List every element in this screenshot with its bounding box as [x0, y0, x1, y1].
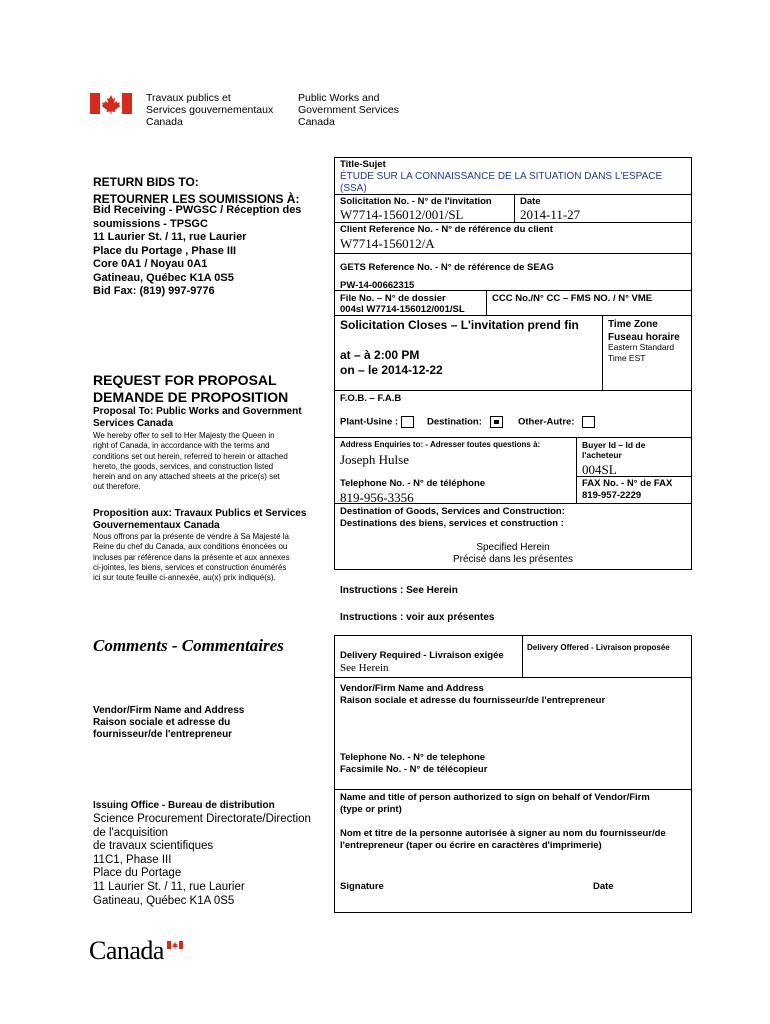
plant-option[interactable]: Plant-Usine :	[340, 416, 414, 428]
vendor-label: Vendor/Firm Name and Address Raison sociale et adresse du fournisseur/de l'entrepreneur	[93, 705, 245, 740]
canada-flag-icon	[90, 93, 132, 114]
ccc-label: CCC No./N° CC – FMS NO. / N° VME	[492, 293, 653, 304]
fax-label: FAX No. - N° de FAX	[582, 478, 673, 489]
closes-on: on – le 2014-12-22	[340, 363, 443, 377]
other-checkbox[interactable]	[582, 416, 595, 428]
date-value: 2014-11-27	[520, 207, 581, 222]
client-ref-value: W7714-156012/A	[340, 236, 435, 251]
department-name-en: Public Works and Government Services Canada	[298, 92, 399, 128]
comments-title: Comments - Commentaires	[93, 636, 284, 655]
destination-checkbox[interactable]	[490, 416, 503, 428]
address-enquiries-value: Joseph Hulse	[340, 452, 409, 467]
title-value: ÉTUDE SUR LA CONNAISSANCE DE LA SITUATION DANS L'ESPACE (SSA)	[340, 171, 663, 194]
return-bids-title: RETURN BIDS TO:	[93, 175, 199, 189]
vendor-phone-label: Telephone No. - N° de telephone Facsimile No. - N° de télécopieur	[340, 752, 488, 775]
issuing-office-address: Science Procurement Directorate/Direction de l'acquisition de travaux scientifiques 11C1, Phase III Place du Portage 11 Laurier St. / 11, rue Laurier Gatineau, Québec K1A 0S5	[93, 813, 311, 907]
client-ref-label: Client Reference No. - N° de référence du client	[340, 224, 553, 235]
fob-label: F.O.B. – F.A.B	[340, 393, 402, 404]
closes-at: at – à 2:00 PM	[340, 348, 420, 362]
proposal-text-en: We hereby offer to sell to Her Majesty the Queen in right of Canada, in accordance with the terms and conditions set out herein, referred to herein or attached hereto, the goods, services, and construction listed herein and on any attached sheets at the price(s) set out therefore.	[93, 431, 288, 492]
return-bids-block	[93, 174, 299, 208]
file-label: File No. – N° de dossier	[340, 293, 446, 304]
specified-herein: Specified Herein Précisé dans les présentes	[452, 542, 574, 565]
destination-option[interactable]: Destination:	[427, 416, 503, 428]
solicitation-value: W7714-156012/001/SL	[340, 207, 464, 222]
instructions-en: Instructions : See Herein	[340, 585, 458, 596]
timezone-value: Eastern Standard Time EST	[608, 342, 675, 363]
canada-wordmark: Canada	[89, 936, 164, 965]
vendor-name-label: Vendor/Firm Name and Address Raison sociale et adresse du fournisseur/de l'entrepreneur	[340, 683, 606, 706]
date-label: Date	[520, 196, 541, 207]
other-option[interactable]: Other-Autre:	[518, 416, 595, 428]
authorized-person-label: Name and title of person authorized to sign on behalf of Vendor/Firm (type or print)	[340, 792, 650, 815]
signature-date-label: Date	[593, 881, 614, 892]
department-name-fr: Travaux publics et Services gouvernementaux Canada	[146, 92, 274, 128]
telephone-value: 819-956-3356	[340, 490, 414, 505]
plant-checkbox[interactable]	[401, 416, 414, 428]
closes-title: Solicitation Closes – L'invitation prend fin	[340, 318, 579, 332]
title-label: Title-Sujet	[340, 159, 386, 170]
return-bids-title-fr: RETOURNER LES SOUMISSIONS À:	[93, 192, 300, 206]
delivery-offered-label: Delivery Offered - Livraison proposée	[527, 643, 670, 652]
issuing-office-title: Issuing Office - Bureau de distribution	[93, 800, 275, 811]
address-enquiries-label: Address Enquiries to: - Adresser toutes questions à:	[340, 440, 541, 449]
solicitation-label: Solicitation No. - N° de l'invitation	[340, 196, 492, 207]
buyer-id-value: 004SL	[582, 462, 617, 477]
authorized-person-label-fr: Nom et titre de la personne autorisée à signer au nom du fournisseur/de l'entrepreneur (taper ou écrire en caractères d'imprimerie)	[340, 828, 666, 851]
proposal-to: Proposal To: Public Works and Government Services Canada	[93, 406, 302, 429]
proposal-text-fr: Nous offrons par la présente de vendre à Sa Majesté la Reine du chef du Canada, aux conditions énoncées ou incluses par référence dans la présente et aux annexes ci-jointes, les biens, services et construction énumérés ici sur toute feuille ci-annexée, au(x) prix indiqué(s).	[93, 532, 290, 583]
rfp-title: REQUEST FOR PROPOSAL DEMANDE DE PROPOSITION	[93, 372, 289, 405]
gets-label: GETS Reference No. - N° de référence de SEAG	[340, 262, 554, 273]
delivery-required-value: See Herein	[340, 662, 389, 674]
buyer-id-label: Buyer Id – Id de l'acheteur	[582, 440, 646, 460]
signature-label: Signature	[340, 881, 384, 892]
gets-value: PW-14-00662315	[340, 280, 415, 291]
timezone-label: Time Zone Fuseau horaire	[608, 319, 680, 343]
telephone-label: Telephone No. - N° de téléphone	[340, 478, 486, 489]
file-value: 004sl W7714-156012/001/SL	[340, 304, 465, 315]
fax-value: 819-957-2229	[582, 490, 642, 501]
wordmark-flag-icon	[167, 941, 183, 949]
return-bids-address: Bid Receiving - PWGSC / Réception des soumissions - TPSGC 11 Laurier St. / 11, rue Laurier Place du Portage , Phase III Core 0A1 / Noyau 0A1 Gatineau, Québec K1A 0S5 Bid Fax: (819) 997-9776	[93, 204, 302, 297]
instructions-fr: Instructions : voir aux présentes	[340, 612, 495, 623]
delivery-required-label: Delivery Required - Livraison exigée	[340, 650, 504, 661]
destination-goods-label: Destination of Goods, Services and Construction: Destinations des biens, services et construction :	[340, 506, 565, 529]
proposition-aux: Proposition aux: Travaux Publics et Services Gouvernementaux Canada	[93, 508, 307, 531]
